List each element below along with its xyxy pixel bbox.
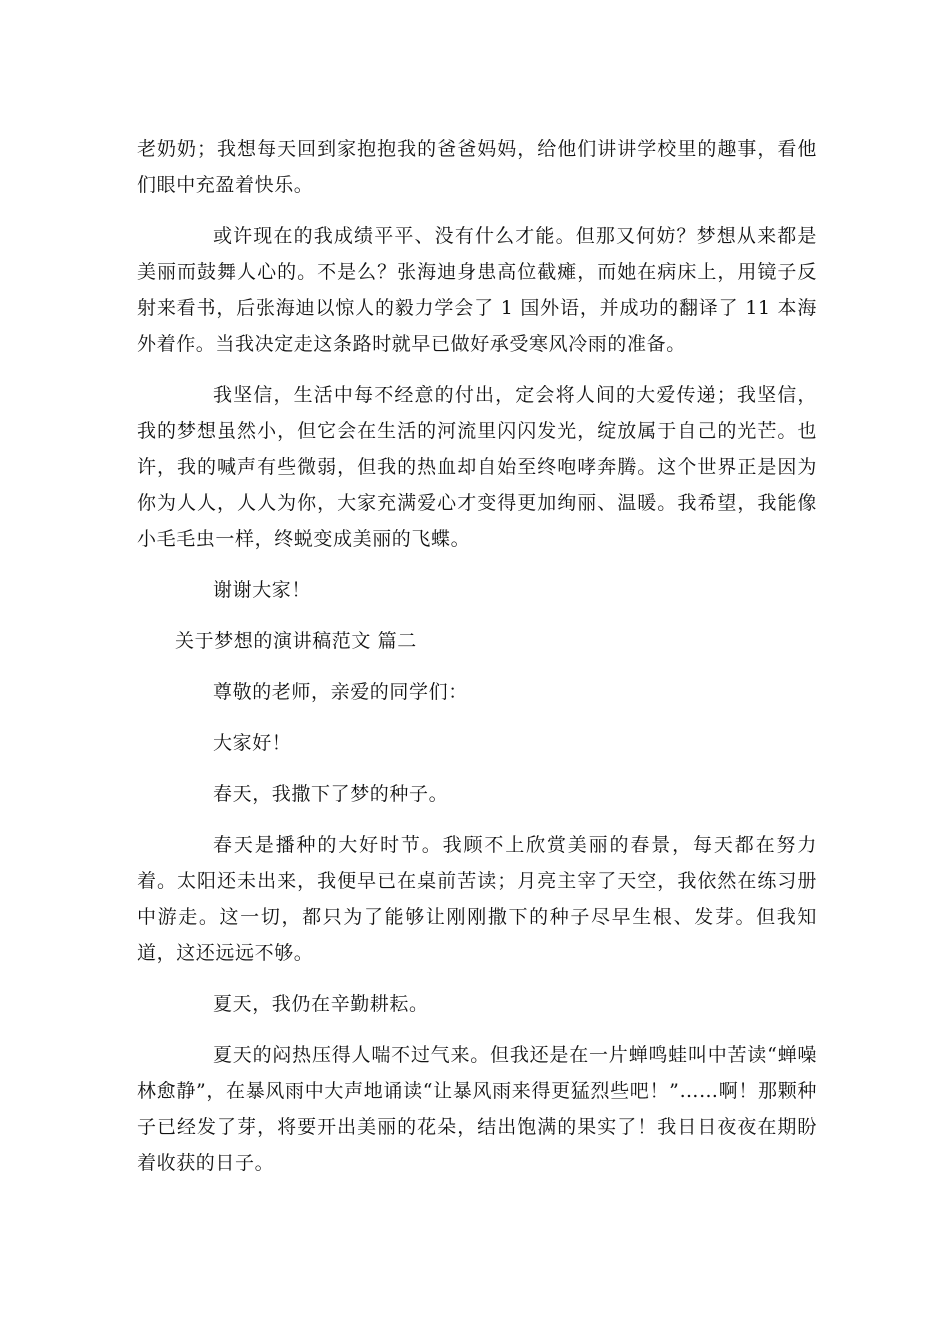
paragraph-zhang-haidi: 或许现在的我成绩平平、没有什么才能。但那又何妨？梦想从来都是美丽而鼓舞人心的。不是么？张海迪身患高位截瘫，而她在病床上，用镜子反射来看书，后张海迪以惊人的毅力学会了 1 国外语，并成功的翻译了 11 本海外着作。当我决定走这条路时就早已做好承受寒风冷雨的准备。 <box>137 225 817 355</box>
paragraph-belief: 我坚信，生活中每不经意的付出，定会将人间的大爱传递；我坚信，我的梦想虽然小，但它会在生活的河流里闪闪发光，绽放属于自己的光芒。也许，我的喊声有些微弱，但我的热血却自始至终咆哮奔腾。这个世界正是因为你为人人，人人为你，大家充满爱心才变得更加绚丽、温暖。我希望，我能像小毛毛虫一样，终蜕变成美丽的飞蝶。 <box>137 384 817 550</box>
paragraph-spring: 春天是播种的大好时节。我顾不上欣赏美丽的春景，每天都在努力着。太阳还未出来，我便早已在桌前苦读；月亮主宰了天空，我依然在练习册中游走。这一切，都只为了能够让刚刚撒下的种子尽早生根、发芽。但我知道，这还远远不够。 <box>137 834 817 964</box>
document-body <box>137 131 817 1181</box>
paragraph-summer-intro: 夏天，我仍在辛勤耕耘。 <box>213 993 429 1015</box>
section-heading: 关于梦想的演讲稿范文 篇二 <box>175 630 417 652</box>
paragraph-greeting: 大家好！ <box>213 732 292 754</box>
paragraph-salutation: 尊敬的老师，亲爱的同学们： <box>213 681 468 703</box>
paragraph-continuation: 老奶奶；我想每天回到家抱抱我的爸爸妈妈，给他们讲讲学校里的趣事，看他们眼中充盈着快乐。 <box>137 138 817 196</box>
paragraph-summer: 夏天的闷热压得人喘不过气来。但我还是在一片蝉鸣蛙叫中苦读“蝉噪林愈静”，在暴风雨中大声地诵读“让暴风雨来得更猛烈些吧！”……啊！那颗种子已经发了芽，将要开出美丽的花朵，结出饱满的果实了！我日日夜夜在期盼着收获的日子。 <box>137 1044 817 1174</box>
paragraph-spring-intro: 春天，我撒下了梦的种子。 <box>213 783 449 805</box>
paragraph-thanks: 谢谢大家！ <box>213 579 312 601</box>
